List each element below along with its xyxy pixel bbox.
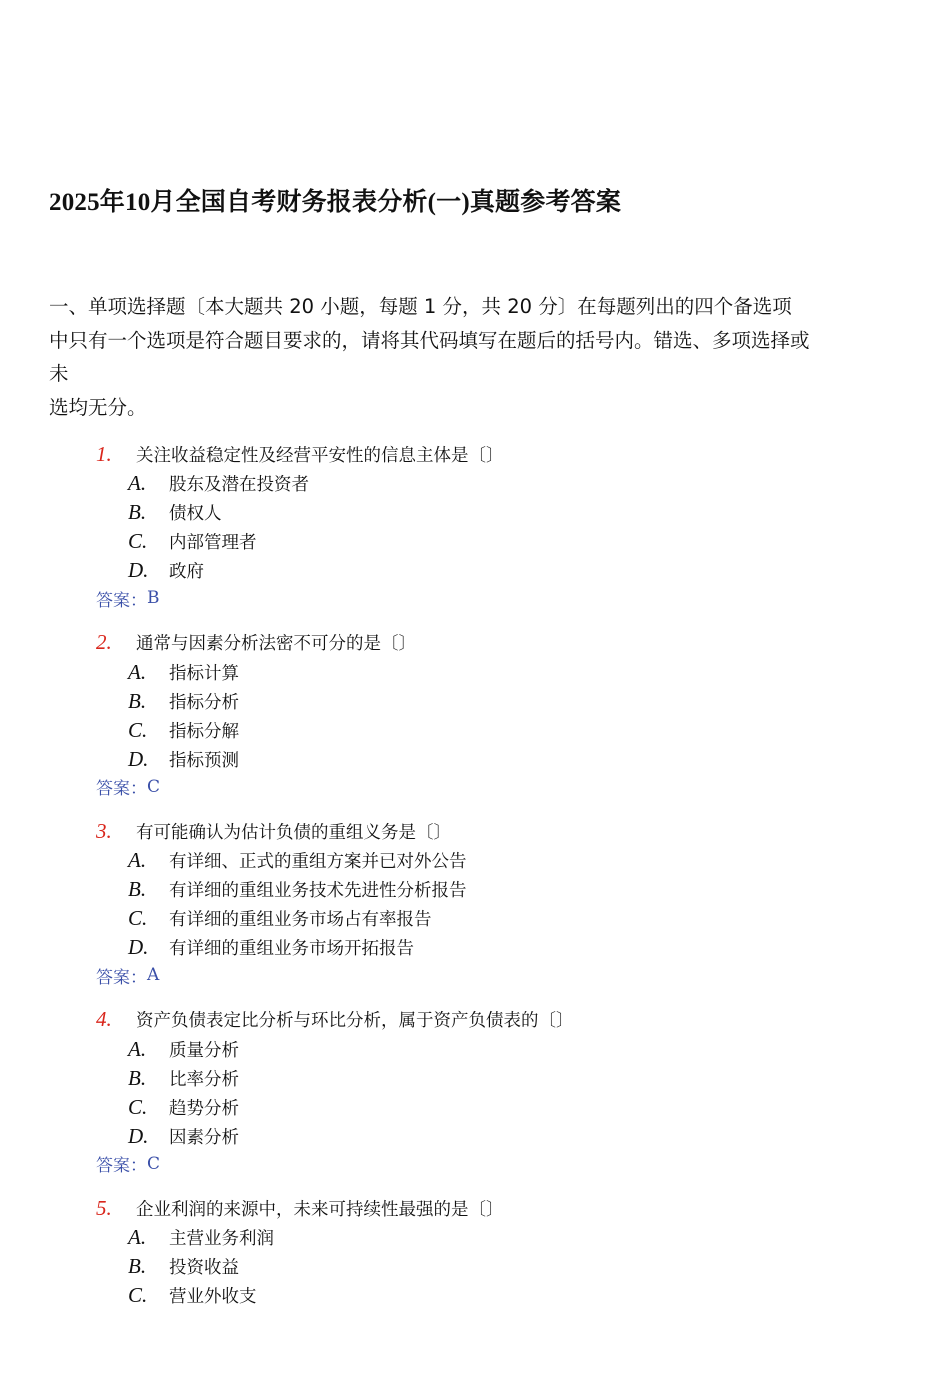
option-list xyxy=(128,469,309,585)
option-text: 指标分解 xyxy=(169,721,239,742)
answer-value: C xyxy=(147,776,161,797)
question-item xyxy=(0,627,950,816)
question-item xyxy=(0,815,950,1004)
option-item xyxy=(128,1035,239,1064)
option-text: 债权人 xyxy=(169,504,222,524)
option-text: 因素分析 xyxy=(169,1127,239,1148)
option-text: 指标预测 xyxy=(169,750,239,771)
option-item xyxy=(128,498,309,527)
instruction-line: 一、单项选择题〔本大题共 20 小题，每题 1 分，共 20 分〕在每题列出的四个备选项 xyxy=(49,295,792,318)
option-letter: D. xyxy=(128,1123,149,1148)
option-item xyxy=(128,875,467,904)
question-text: 有可能确认为估计负债的重组义务是〔〕 xyxy=(136,822,451,843)
option-letter: B. xyxy=(128,1065,147,1090)
option-list xyxy=(128,846,467,962)
option-letter: C. xyxy=(128,1094,148,1119)
option-letter: C. xyxy=(128,906,148,930)
option-letter: A. xyxy=(128,1036,147,1061)
answer-line xyxy=(96,1150,160,1178)
option-list xyxy=(128,658,239,774)
instruction-line: 选均无分。 xyxy=(49,395,147,419)
option-letter: A. xyxy=(128,848,147,872)
option-text: 指标计算 xyxy=(169,663,239,684)
question-text: 资产负债表定比分析与环比分析，属于资产负债表的〔〕 xyxy=(136,1011,574,1031)
option-item xyxy=(128,556,309,585)
option-list xyxy=(128,1035,239,1151)
option-list xyxy=(128,1223,274,1310)
page-title: 2025年10月全国自考财务报表分析(一)真题参考答案 xyxy=(49,189,622,216)
option-text: 投资收益 xyxy=(169,1258,239,1278)
answer-prefix: 答案： xyxy=(96,1156,147,1176)
question-stem xyxy=(96,817,451,845)
answer-line xyxy=(96,773,160,801)
option-letter: D. xyxy=(128,558,149,582)
section-instructions xyxy=(49,290,929,424)
option-letter: D. xyxy=(128,935,149,959)
option-text: 质量分析 xyxy=(169,1040,239,1061)
option-item xyxy=(128,745,239,774)
option-text: 有详细的重组业务市场占有率报告 xyxy=(169,910,432,930)
question-stem xyxy=(96,629,416,657)
option-item xyxy=(128,1093,239,1122)
option-item xyxy=(128,469,309,498)
option-item xyxy=(128,658,239,687)
option-letter: C. xyxy=(128,717,148,742)
answer-line xyxy=(96,584,160,612)
question-text: 通常与因素分析法密不可分的是〔〕 xyxy=(136,634,416,654)
option-item xyxy=(128,1122,239,1151)
option-item xyxy=(128,1223,274,1252)
question-item xyxy=(0,1004,950,1193)
option-text: 有详细的重组业务技术先进性分析报告 xyxy=(169,881,467,901)
option-item xyxy=(128,933,467,962)
question-number: 4. xyxy=(96,1007,112,1031)
option-item xyxy=(128,1281,274,1310)
option-item xyxy=(128,846,467,875)
option-text: 政府 xyxy=(169,562,204,582)
question-list xyxy=(0,438,950,1381)
option-letter: C. xyxy=(128,1283,148,1307)
option-letter: B. xyxy=(128,877,147,901)
option-letter: A. xyxy=(128,1225,147,1249)
option-text: 内部管理者 xyxy=(169,533,257,553)
option-item xyxy=(128,716,239,745)
question-stem xyxy=(96,1194,504,1222)
question-stem xyxy=(96,440,504,468)
question-number: 3. xyxy=(96,818,112,843)
option-letter: B. xyxy=(128,688,147,713)
answer-line xyxy=(96,961,159,989)
option-text: 指标分析 xyxy=(169,692,239,713)
option-item xyxy=(128,1064,239,1093)
question-stem xyxy=(96,1006,574,1034)
option-letter: A. xyxy=(128,659,147,684)
answer-value: A xyxy=(147,965,160,985)
answer-value: B xyxy=(147,588,160,608)
question-item xyxy=(0,438,950,627)
instruction-line: 未 xyxy=(49,362,69,385)
question-text: 企业利润的来源中，未来可持续性最强的是〔〕 xyxy=(136,1199,504,1220)
instruction-line: 中只有一个选项是符合题目要求的，请将其代码填写在题后的括号内。错选、多项选择或 xyxy=(49,328,810,352)
option-text: 有详细的重组业务市场开拓报告 xyxy=(169,939,414,959)
option-item xyxy=(128,1252,274,1281)
question-number: 1. xyxy=(96,441,112,466)
question-number: 5. xyxy=(96,1195,112,1220)
answer-prefix: 答案： xyxy=(96,779,147,799)
option-text: 比率分析 xyxy=(169,1069,239,1090)
answer-prefix: 答案： xyxy=(96,967,147,988)
option-text: 趋势分析 xyxy=(169,1098,239,1119)
option-text: 营业外收支 xyxy=(169,1287,257,1307)
option-letter: B. xyxy=(128,1254,147,1278)
option-item xyxy=(128,904,467,933)
option-letter: D. xyxy=(128,746,149,771)
option-item xyxy=(128,687,239,716)
answer-prefix: 答案： xyxy=(96,590,147,611)
option-item xyxy=(128,527,309,556)
option-text: 有详细、正式的重组方案并已对外公告 xyxy=(169,852,467,872)
option-letter: A. xyxy=(128,471,147,495)
question-text: 关注收益稳定性及经营平安性的信息主体是〔〕 xyxy=(136,445,504,466)
option-text: 股东及潜在投资者 xyxy=(169,475,309,495)
option-text: 主营业务利润 xyxy=(169,1229,274,1249)
question-number: 2. xyxy=(96,630,112,654)
answer-value: C xyxy=(147,1153,161,1174)
option-letter: B. xyxy=(128,500,147,524)
question-item xyxy=(0,1192,950,1381)
option-letter: C. xyxy=(128,529,148,553)
